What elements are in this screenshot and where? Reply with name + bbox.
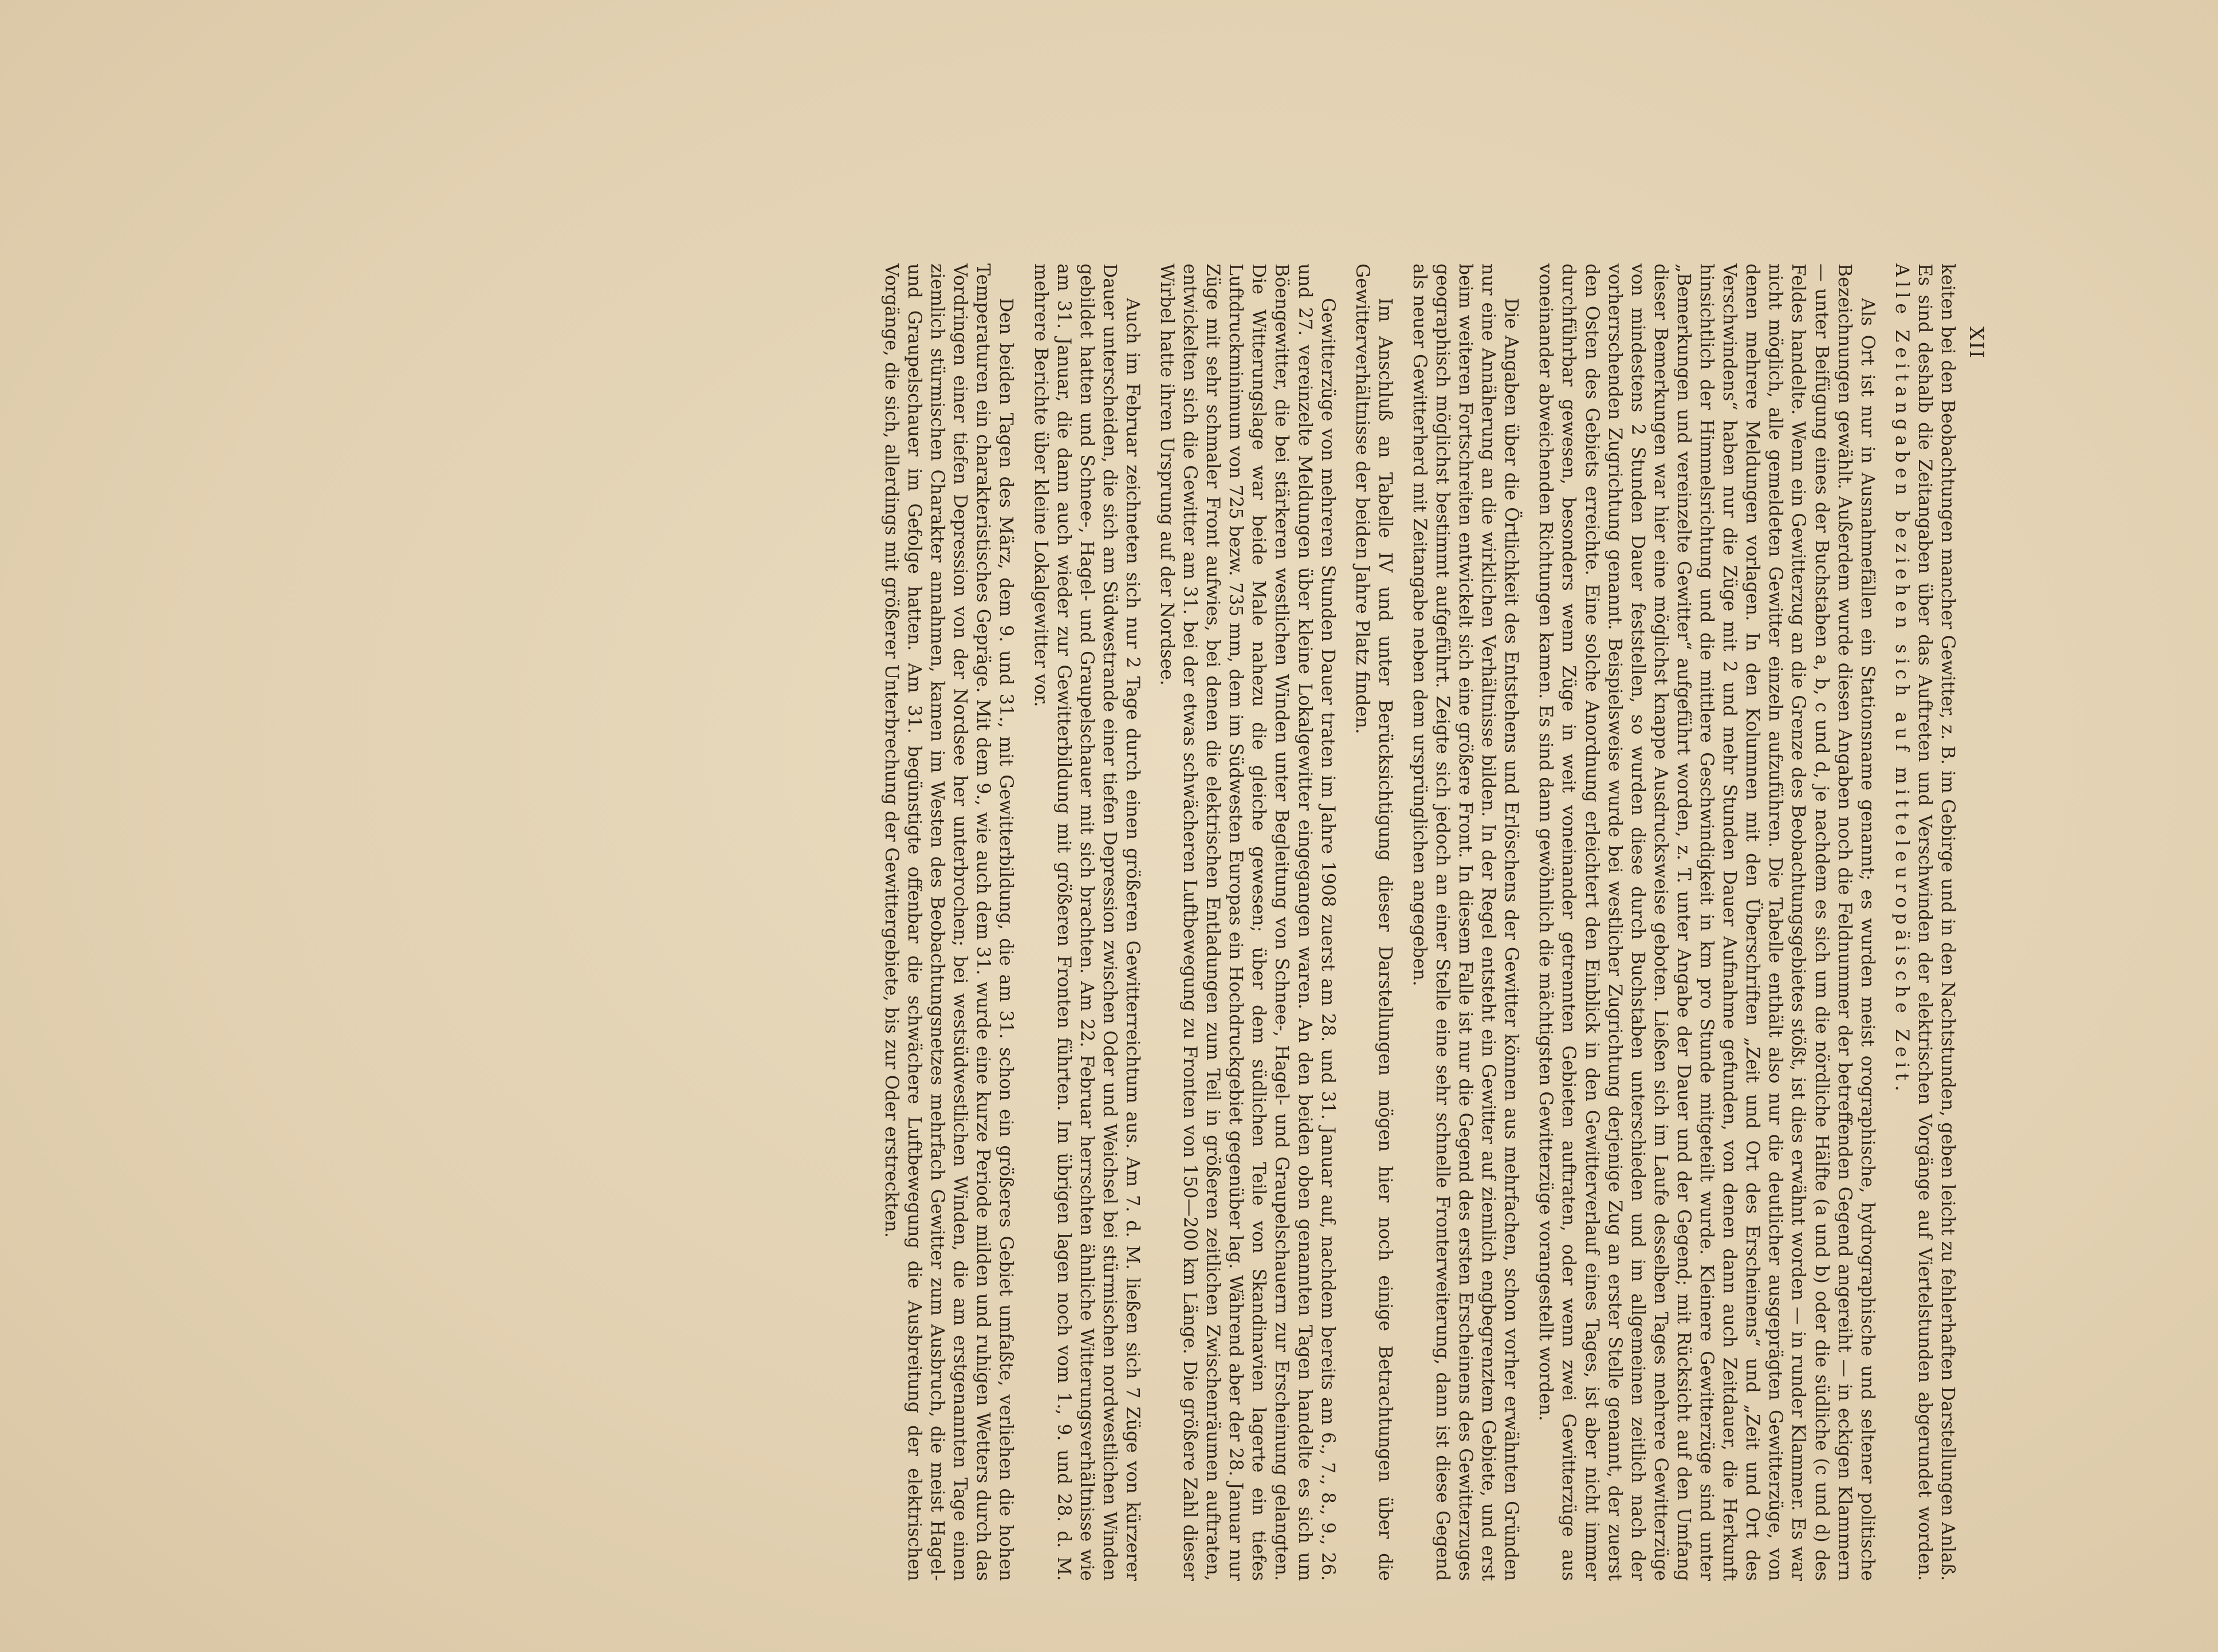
paragraph-4: Im Anschluß an Tabelle IV und unter Berücksichtigung dieser Darstellungen mögen hier noch einige Betrachtungen über die Gewitterverhältnisse der beiden Jahre Platz finden. [1351,263,1395,1581]
paragraph-1-text: keiten bei den Beobachtungen mancher Gewitter, z. B. im Gebirge und in den Nachtstunden, geben leicht zu fehlerhaften Darstellungen Anlaß. Es sind deshalb die Zeitangaben über das Auftreten und Verschwinden der elektrischen Vorgänge auf Viertelstunden abgerundet worden. [1914,263,1958,1581]
paragraph-2: Als Ort ist nur in Ausnahmefällen ein Stationsname genannt; es wurden meist orographische, hydrographische und seltener politische Bezeichnungen gewählt. Außerdem wurde diesen Angaben noch die Feldnummer der betreffenden Gegend angereiht — in eckigen Klammern — unter Beifügung eines der Buchstaben a, b, c und d, je nachdem es sich um die nördliche Hälfte (a und b) oder die südliche (c und d) des Feldes handelte. Wenn ein Gewitterzug an die Grenze des Beobachtungsgebietes stößt, ist dies erwähnt worden — in runder Klammer. Es war nicht möglich, alle gemeldeten Gewitter einzeln aufzuführen. Die Tabelle enthält also nur die deutlicher ausgeprägten Gewitterzüge, von denen mehrere Meldungen vorlagen. In den Kolumnen mit den Überschriften „Zeit und Ort des Erscheinens“ und „Zeit und Ort des Verschwindens“ haben nur die Züge mit 2 und mehr Stunden Dauer Aufnahme gefunden, von denen dann auch Zeitdauer, die Herkunft hinsichtlich der Himmelsrichtung und die mittlere Geschwindigkeit in km pro Stunde mitgeteilt wurde. Kleinere Gewitterzüge sind unter „Bemerkungen und vereinzelte Gewitter“ aufgeführt worden, z. T. unter Angabe der Dauer und der Gegend; mit Rücksicht auf den Umfang dieser Bemerkungen war hier eine möglichst knappe Ausdrucksweise geboten. Ließen sich im Laufe desselben Tages mehrere Gewitterzüge von mindestens 2 Stunden Dauer feststellen, so wurden diese durch Buchstaben unterschieden und im allgemeinen zeitlich nach der vorherrschenden Zugrichtung genannt. Beispielsweise wurde bei westlicher Zugrichtung derjenige Zug an erster Stelle genannt, der zuerst den Osten des Gebiets erreichte. Eine solche Anordnung erleichtert den Einblick in den Gewitterverlauf eines Tages, ist aber nicht immer durchführbar gewesen, besonders wenn Züge in weit voneinander getrennten Gebieten auftraten, oder wenn zwei Gewitterzüge aus voneinander abweichenden Richtungen kamen. Es sind dann gewöhnlich die mächtigsten Gewitterzüge vorangestellt worden. [1535,263,1878,1581]
paragraph-6: Auch im Februar zeichneten sich nur 2 Tage durch einen größeren Gewitterreichtum aus. Am 7. d. M. ließen sich 7 Züge von kürzerer Dauer unterscheiden, die sich am Südwestrande einer tiefen Depression zwischen Oder und Weichsel bei stürmischen nordwestlichen Winden gebildet hatten und Schnee-, Hagel- und Graupelschauer mit sich brachten. Am 22. Februar herrschten ähnliche Witterungsverhältnisse wie am 31. Januar, die dann auch wieder zur Gewitterbildung mit größeren Fronten führten. Im übrigen lagen noch vom 1., 9. und 28. d. M. mehrere Berichte über kleine Lokalgewitter vor. [1030,263,1143,1581]
paragraph-1-emphasis: Alle Zeitangaben beziehen sich auf mitteleuropäische Zeit. [1891,263,1912,1096]
paragraph-3: Die Angaben über die Örtlichkeit des Entstehens und Erlöschens der Gewitter können aus mehrfachen, schon vorher erwähnten Gründen nur eine Annäherung an die wirklichen Verhältnisse bilden. In der Regel entsteht ein Gewitter auf ziemlich engbegrenztem Gebiete, und erst beim weiteren Fortschreiten entwickelt sich eine größere Front. In diesem Falle ist nur die Gegend des ersten Erscheinens des Gewitterzuges geographisch möglichst bestimmt aufgeführt. Zeigte sich jedoch an einer Stelle eine sehr schnelle Fronterweiterung, dann ist diese Gegend als neuer Gewitterherd mit Zeitangabe neben dem ursprünglichen angegeben. [1409,263,1522,1581]
paragraph-1 [1890,263,1959,1581]
page-number: XII [1965,327,1988,360]
paragraph-7: Den beiden Tagen des März, dem 9. und 31., mit Gewitterbildung, die am 31. schon ein größeres Gebiet umfaßte, verliehen die hohen Temperaturen ein charakteristisches Gepräge. Mit dem 9., wie auch dem 31. wurde eine kurze Periode milden und ruhigen Wetters durch das Vordringen einer tiefen Depression von der Nordsee her unterbrochen; bei westsüdwestlichen Winden, die am erstgenannten Tage einen ziemlich stürmischen Charakter annahmen, kamen im Westen des Beobachtungsnetzes mehrfach Gewitter zum Ausbruch, die meist Hagel- und Graupelschauer im Gefolge hatten. Am 31. begünstigte offenbar die schwächere Luftbewegung die Ausbreitung der elektrischen Vorgänge, die sich, allerdings mit größerer Unterbrechung der Gewittergebiete, bis zur Oder erstreckten. [880,263,1017,1581]
text-block [286,263,1959,1581]
paragraph-5: Gewitterzüge von mehreren Stunden Dauer traten im Jahre 1908 zuerst am 28. und 31. Januar auf, nachdem bereits am 6., 7., 8., 9., 26. und 27. vereinzelte Meldungen über kleine Lokalgewitter eingegangen waren. An den beiden oben genannten Tagen handelte es sich um Böengewitter, die bei stärkeren westlichen Winden unter Begleitung von Schnee-, Hagel- und Graupelschauern zur Erscheinung gelangten. Die Witterungslage war beide Male nahezu die gleiche gewesen; über dem südlichen Teile von Skandinavien lagerte ein tiefes Luftdruckminimum von 725 bezw. 735 mm, dem im Südwesten Europas ein Hochdruckgebiet gegenüber lag. Während aber der 28. Januar nur Züge mit sehr schmaler Front aufwies, bei denen die elektrischen Entladungen zum Teil in größeren zeitlichen Zwischenräumen auftraten, entwickelten sich die Gewitter am 31. bei der etwas schwächeren Luftbewegung zu Fronten von 150—200 km Länge. Die größere Zahl dieser Wirbel hatte ihren Ursprung auf der Nordsee. [1157,263,1338,1581]
